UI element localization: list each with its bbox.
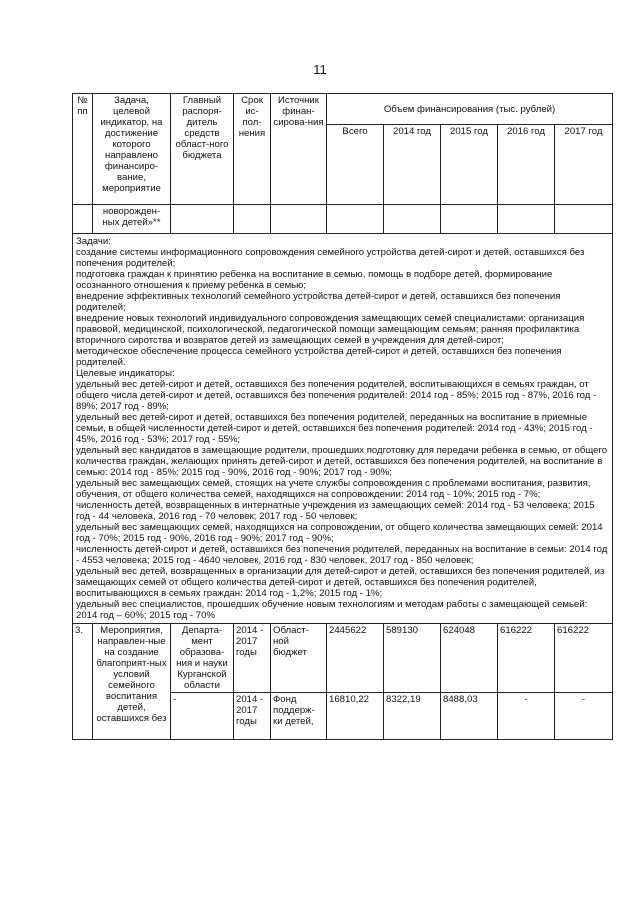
- row-source: Област-ной бюджет: [271, 624, 327, 693]
- financing-table: [72, 93, 613, 740]
- indicators-heading: Целевые индикаторы:: [76, 368, 175, 379]
- tasks-line: подготовка граждан к принятию ребенка на воспитание в семью, помощь в подборе детей, формирование осознанного отношения к приему ребенка в семью;: [76, 269, 553, 291]
- header-total: Всего: [327, 125, 384, 205]
- header-term: Срок ис-пол-нения: [234, 94, 271, 205]
- continuation-row: [73, 205, 613, 234]
- row-2017: -: [555, 693, 613, 740]
- indicator-line: удельный вес замещающих семей, находящихся на сопровождении, от общего количества замещающих семей: 2014 год - 70%; 2015 год - 90%, 2016 год - 90%; 2017 год - 90%;: [76, 522, 603, 544]
- header-source: Источник финан-сирова-ния: [271, 94, 327, 205]
- header-admin: Главный распоря-дитель средств област-ного бюджета: [171, 94, 234, 205]
- tasks-line: внедрение эффективных технологий семейного устройства детей-сирот и детей, оставшихся без попечения родителей;: [76, 291, 561, 313]
- row-2015: 624048: [441, 624, 498, 693]
- tasks-line: методическое обеспечение процесса семейного устройства детей-сирот и детей, оставшихся без попечения родителей.: [76, 346, 562, 368]
- tasks-row: [73, 234, 613, 624]
- header-2015: 2015 год: [441, 125, 498, 205]
- row-total: 16810,22: [327, 693, 384, 740]
- tasks-line: создание системы информационного сопровождения семейного устройства детей-сирот и детей, оставшихся без попечения родителей;: [76, 247, 585, 269]
- page-number: 11: [313, 62, 327, 77]
- continuation-task: новорожден-ных детей»**: [93, 205, 171, 234]
- header-num: № пп: [73, 94, 93, 205]
- indicator-line: удельный вес замещающих семей, стоящих на учете службы сопровождения с проблемами воспитания, развития, обучения, от общего количества семей, находящихся на сопровождении: 2014 год - 10%; 2015 год - 7%;: [76, 478, 591, 500]
- header-task: Задача, целевой индикатор, на достижение которого направлено финансиро-вание, мероприятие: [93, 94, 171, 205]
- row-term: 2014 - 2017 годы: [234, 624, 271, 693]
- indicator-line: удельный вес специалистов, прошедших обучение новым технологиям и методам работы с замещающей семьей: 2014 год – 60%; 2015 год - 70%: [76, 599, 588, 621]
- tasks-block: [73, 234, 613, 624]
- row-2016: -: [498, 693, 555, 740]
- tasks-line: Задачи:: [76, 236, 111, 247]
- indicator-line: численность детей, возвращенных в интернатные учреждения из замещающих семей: 2014 год - 53 человека; 2015 год - 44 человека, 2016 год - 70 человек; 2017 год - 50 человек;: [76, 500, 595, 522]
- header-volume: Объем финансирования (тыс. рублей): [327, 94, 613, 125]
- row-admin: -: [171, 693, 234, 740]
- row-2017: 616222: [555, 624, 613, 693]
- table-row: [73, 624, 613, 693]
- row-admin: Департа-мент образова-ния и науки Курганской области: [171, 624, 234, 693]
- tasks-line: внедрение новых технологий индивидуального сопровождения замещающих семей специалистами: организация правовой, медицинской, психологической, педагогической помощи замещающим семьям; ранняя профилактика вторичного сиротства и возвратов детей из замещающих семей в учреждения для детей-сирот;: [76, 313, 585, 346]
- row-number: 3.: [73, 624, 93, 740]
- indicator-line: удельный вес детей, возвращенных в организации для детей-сирот и детей, оставшихся без попечения родителей, из замещающих семей от общего количества детей-сирот и детей, оставшихся без попечения родителей, воспитывающихся в семьях граждан: 2014 год - 1,2%; 2015 год - 1%;: [76, 566, 605, 599]
- row-2016: 616222: [498, 624, 555, 693]
- row-total: 2445622: [327, 624, 384, 693]
- header-2014: 2014 год: [384, 125, 441, 205]
- row-2015: 8488,03: [441, 693, 498, 740]
- header-row: [73, 94, 613, 125]
- row-source: Фонд поддерж-ки детей,: [271, 693, 327, 740]
- row-2014: 589130: [384, 624, 441, 693]
- row-term: 2014 - 2017 годы: [234, 693, 271, 740]
- header-2017: 2017 год: [555, 125, 613, 205]
- indicator-line: численность детей-сирот и детей, оставшихся без попечения родителей, переданных на воспитание в семьи: 2014 год - 4553 человека; 2015 год - 4640 человек, 2016 год - 830 человек, 2017 год - 850 человек;: [76, 544, 608, 566]
- header-2016: 2016 год: [498, 125, 555, 205]
- row-2014: 8322,19: [384, 693, 441, 740]
- indicator-line: удельный вес детей-сирот и детей, оставшихся без попечения родителей, воспитывающихся в семьях граждан, от общего числа детей-сирот и детей, оставшихся без попечения родителей: 2014 год - 85%; 2015 год - 87%, 2016 год - 89%; 2017 год - 89%;: [76, 379, 597, 412]
- indicator-line: удельный вес детей-сирот и детей, оставшихся без попечения родителей, переданных на воспитание в приемные семьи, в общей численности детей-сирот и детей, оставшихся без попечения родителей: 2014 год - 43%; 2015 год - 45%, 2016 год - 53%; 2017 год - 55%;: [76, 412, 593, 445]
- indicator-line: удельный вес кандидатов в замещающие родители, прошедших подготовку для передачи ребенка в семью, от общего количества граждан, желающих принять детей-сирот и детей, оставшихся без попечения родителей, на воспитание в семью: 2014 год - 85%; 2015 год - 90%, 2016 год - 90%; 2017 год - 90%;: [76, 445, 608, 478]
- row-task: Мероприятия, направлен-ные на создание благоприят-ных условий семейного воспитания детей, оставшихся без: [93, 624, 171, 740]
